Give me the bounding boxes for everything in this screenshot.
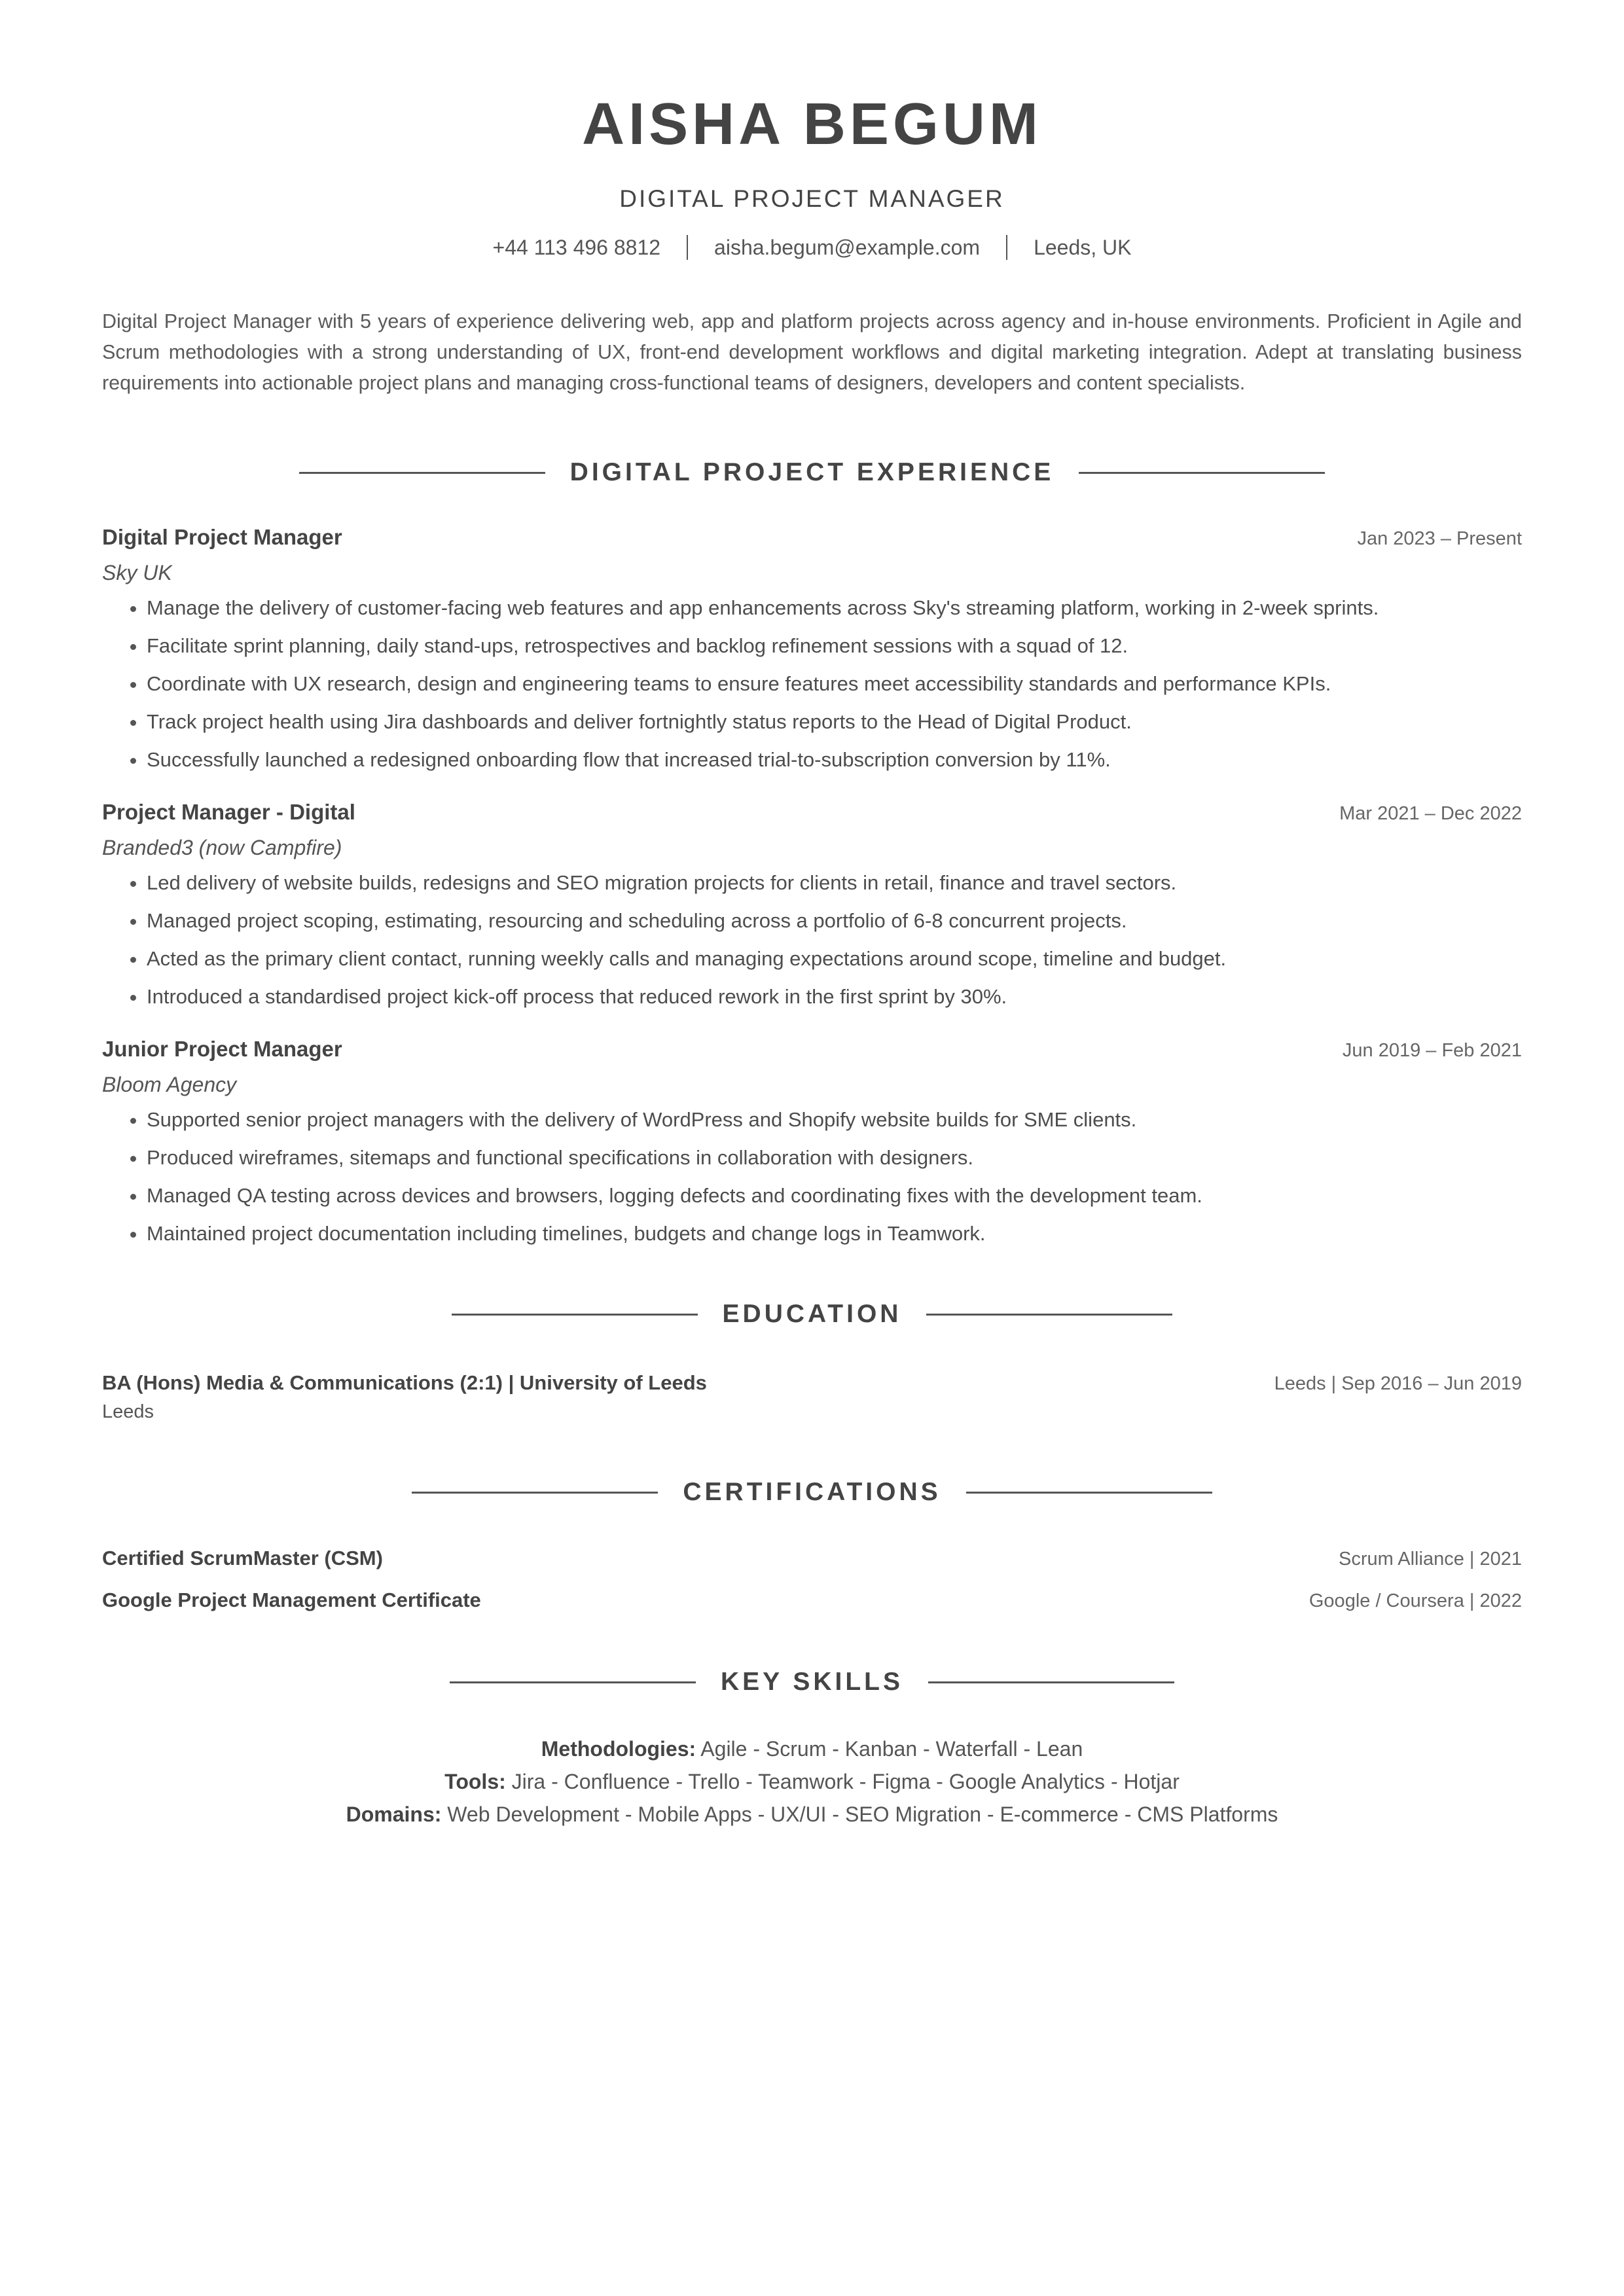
certifications-list	[102, 1545, 1522, 1613]
certifications-heading-label: CERTIFICATIONS	[683, 1478, 941, 1506]
education-heading-label: EDUCATION	[722, 1300, 902, 1328]
certification-name: Certified ScrumMaster (CSM)	[102, 1547, 383, 1570]
skills-heading-label: KEY SKILLS	[721, 1668, 903, 1696]
heading-rule-right	[966, 1492, 1212, 1494]
bullet-item: • Acted as the primary client contact, running weekly calls and managing expectations around scope, timeline and budget.	[147, 947, 1522, 971]
degree: BA (Hons) Media & Communications (2:1) | University of Leeds	[102, 1371, 707, 1394]
skills-value: Web Development - Mobile Apps - UX/UI - SEO Migration - E-commerce - CMS Platforms	[447, 1803, 1278, 1826]
heading-rule-right	[928, 1681, 1174, 1683]
bullet-item: • Maintained project documentation including timelines, budgets and change logs in Teamwork.	[147, 1222, 1522, 1246]
profile-summary: Digital Project Manager with 5 years of experience delivering web, app and platform projects across agency and in-house environments. Proficient in Agile and Scrum methodologies with a strong understanding of UX, front-end development workflows and digital marketing integration. Adept at translating business requirements into actionable project plans and managing cross-functional teams of designers, developers and content specialists.	[102, 310, 1522, 394]
experience-list	[102, 523, 1522, 1246]
certification-meta: Google / Coursera | 2022	[1308, 1590, 1522, 1611]
phone-number: +44 113 496 8812	[492, 236, 661, 259]
heading-rule-left	[450, 1681, 696, 1683]
bullet-item: • Supported senior project managers with the delivery of WordPress and Shopify website builds for SME clients.	[147, 1108, 1522, 1132]
job-title-headline: DIGITAL PROJECT MANAGER	[619, 185, 1005, 212]
job-title: Project Manager - Digital	[102, 800, 355, 824]
education-section-heading	[102, 1298, 1522, 1331]
skills-list	[102, 1732, 1522, 1831]
contact-line	[102, 234, 1522, 260]
job-bullets	[102, 871, 1522, 1009]
contact-divider	[1006, 235, 1007, 260]
bullet-item: • Produced wireframes, sitemaps and functional specifications in collaboration with designers.	[147, 1146, 1522, 1170]
heading-rule-right	[926, 1314, 1172, 1316]
company-name: Sky UK	[102, 561, 172, 584]
email-address: aisha.begum@example.com	[714, 236, 981, 259]
bullet-item: • Led delivery of website builds, redesigns and SEO migration projects for clients in retail, finance and travel sectors.	[147, 871, 1522, 895]
job-bullets	[102, 1108, 1522, 1246]
certification-name: Google Project Management Certificate	[102, 1588, 481, 1611]
experience-heading-label: DIGITAL PROJECT EXPERIENCE	[569, 458, 1055, 486]
skills-line	[102, 1798, 1522, 1831]
heading-rule-right	[1079, 472, 1325, 474]
education-entry	[102, 1370, 1522, 1424]
education-meta: Leeds | Sep 2016 – Jun 2019	[1274, 1373, 1522, 1394]
job-dates: Jun 2019 – Feb 2021	[1342, 1040, 1522, 1061]
certification-entry	[102, 1545, 1522, 1571]
skills-value: Agile - Scrum - Kanban - Waterfall - Lean	[700, 1737, 1083, 1761]
job-bullets	[102, 596, 1522, 772]
heading-rule-left	[299, 472, 545, 474]
bullet-item: • Track project health using Jira dashboards and deliver fortnightly status reports to the Head of Digital Product.	[147, 710, 1522, 734]
job-dates: Jan 2023 – Present	[1357, 528, 1522, 549]
skills-value: Jira - Confluence - Trello - Teamwork - Figma - Google Analytics - Hotjar	[511, 1770, 1180, 1793]
company-name: Bloom Agency	[102, 1073, 237, 1096]
education-location: Leeds	[102, 1401, 154, 1422]
bullet-item: • Introduced a standardised project kick-off process that reduced rework in the first sprint by 30%.	[147, 985, 1522, 1009]
job-entry	[102, 1035, 1522, 1246]
location: Leeds, UK	[1034, 236, 1132, 259]
bullet-item: • Successfully launched a redesigned onboarding flow that increased trial-to-subscription conversion by 11%.	[147, 748, 1522, 772]
company-name: Branded3 (now Campfire)	[102, 836, 342, 859]
skills-line	[102, 1732, 1522, 1765]
skills-label: Methodologies:	[541, 1737, 696, 1761]
bullet-item: • Managed QA testing across devices and browsers, logging defects and coordinating fixes with the development team.	[147, 1184, 1522, 1208]
bullet-item: • Manage the delivery of customer-facing web features and app enhancements across Sky's streaming platform, working in 2-week sprints.	[147, 596, 1522, 620]
contact-divider	[687, 235, 688, 260]
certifications-section-heading	[102, 1476, 1522, 1509]
bullet-item: • Coordinate with UX research, design and engineering teams to ensure features meet accessibility standards and performance KPIs.	[147, 672, 1522, 696]
job-title: Junior Project Manager	[102, 1037, 342, 1061]
candidate-name: AISHA BEGUM	[582, 92, 1042, 157]
skills-label: Domains:	[346, 1803, 442, 1826]
heading-rule-left	[412, 1492, 658, 1494]
certification-entry	[102, 1587, 1522, 1613]
skills-section-heading	[102, 1666, 1522, 1698]
heading-rule-left	[452, 1314, 698, 1316]
bullet-item: • Managed project scoping, estimating, resourcing and scheduling across a portfolio of 6-8 concurrent projects.	[147, 909, 1522, 933]
skills-label: Tools:	[444, 1770, 506, 1793]
job-title: Digital Project Manager	[102, 525, 342, 549]
certification-meta: Scrum Alliance | 2021	[1339, 1549, 1522, 1570]
job-entry	[102, 523, 1522, 772]
skills-line	[102, 1765, 1522, 1798]
experience-section-heading	[102, 456, 1522, 489]
job-entry	[102, 798, 1522, 1009]
bullet-item: • Facilitate sprint planning, daily stand-ups, retrospectives and backlog refinement sessions with a squad of 12.	[147, 634, 1522, 658]
job-dates: Mar 2021 – Dec 2022	[1339, 803, 1522, 824]
